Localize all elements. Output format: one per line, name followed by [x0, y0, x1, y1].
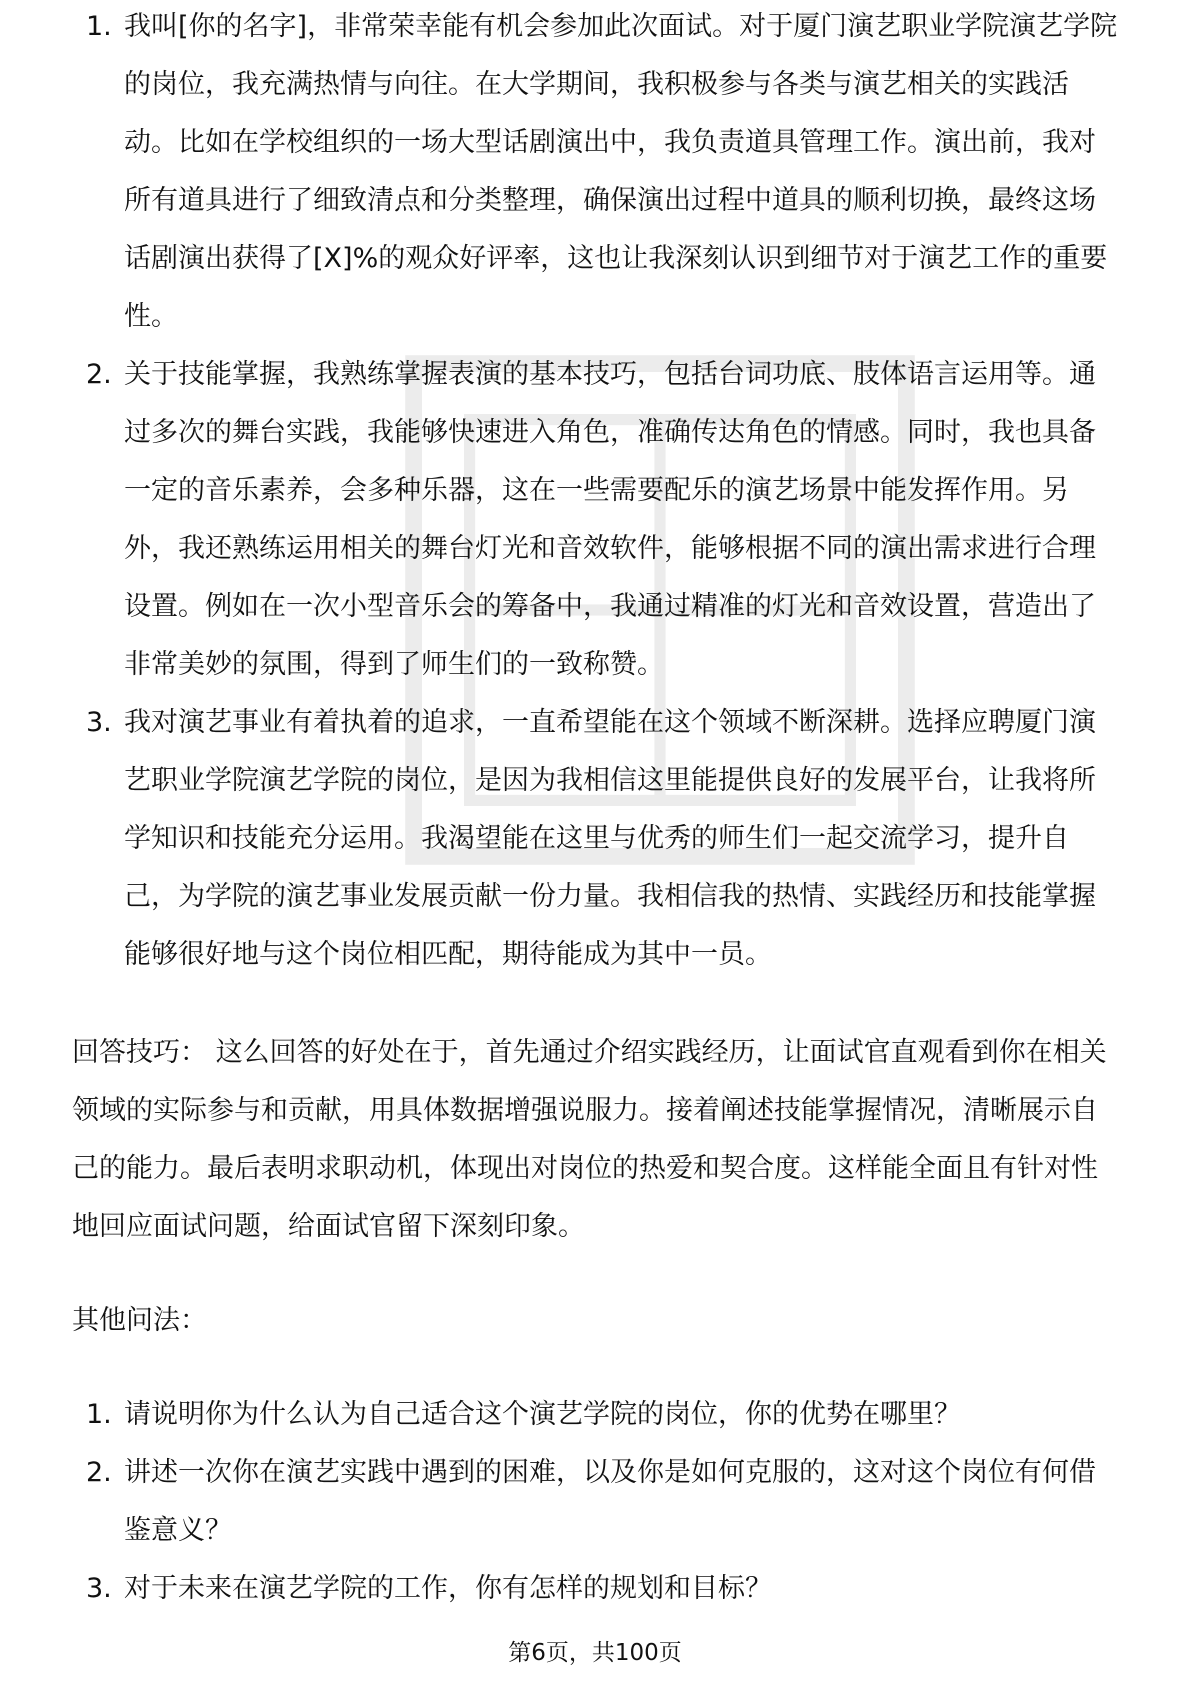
list-item-text: 请说明你为什么认为自己适合这个演艺学院的岗位，你的优势在哪里？ — [124, 1399, 961, 1430]
list-item-text: 关于技能掌握，我熟练掌握表演的基本技巧，包括台词功底、肢体语言运用等。通过多次的舞台实践，我能够快速进入角色，准确传达角色的情感。同时，我也具备一定的音乐素养，会多种乐器，这在一些需要配乐的演艺场景中能发挥作用。另外，我还熟练运用相关的舞台灯光和音效软件，能够根据不同的演出需求进行合理设置。例如在一次小型音乐会的筹备中，我通过精准的灯光和音效设置，营造出了非常美妙的氛围，得到了师生们的一致称赞。 — [124, 359, 1096, 680]
list-item-number: 2. — [86, 359, 112, 390]
list-item-text: 对于未来在演艺学院的工作，你有怎样的规划和目标？ — [124, 1573, 772, 1604]
list-item — [72, 1386, 1122, 1444]
answer-tip-paragraph: 回答技巧： 这么回答的好处在于，首先通过介绍实践经历，让面试官直观看到你在相关领域的实际参与和贡献，用具体数据增强说服力。接着阐述技能掌握情况，清晰展示自己的能力。最后表明求职动机，体现出对岗位的热爱和契合度。这样能全面且有针对性地回应面试问题，给面试官留下深刻印象。 — [72, 1037, 1107, 1242]
other-questions-heading: 其他问法： — [72, 1305, 207, 1336]
list-item — [72, 1444, 1122, 1560]
other-questions-list — [72, 1386, 1122, 1618]
list-item — [72, 346, 1122, 694]
answer-list — [72, 0, 1122, 984]
list-item-text: 我对演艺事业有着执着的追求，一直希望能在这个领域不断深耕。选择应聘厦门演艺职业学院演艺学院的岗位，是因为我相信这里能提供良好的发展平台，让我将所学知识和技能充分运用。我渴望能在这里与优秀的师生们一起交流学习，提升自己，为学院的演艺事业发展贡献一份力量。我相信我的热情、实践经历和技能掌握能够很好地与这个岗位相匹配，期待能成为其中一员。 — [124, 707, 1096, 970]
list-item-number: 2. — [86, 1457, 112, 1488]
list-item-text: 我叫[你的名字]，非常荣幸能有机会参加此次面试。对于厦门演艺职业学院演艺学院的岗位，我充满热情与向往。在大学期间，我积极参与各类与演艺相关的实践活动。比如在学校组织的一场大型话剧演出中，我负责道具管理工作。演出前，我对所有道具进行了细致清点和分类整理，确保演出过程中道具的顺利切换，最终这场话剧演出获得了[X]%的观众好评率，这也让我深刻认识到细节对于演艺工作的重要性。 — [124, 11, 1118, 332]
page-number-footer: 第6页，共100页 — [508, 1640, 682, 1666]
list-item-number: 1. — [86, 11, 112, 42]
list-item — [72, 0, 1122, 346]
content-area — [72, 11, 1122, 1618]
list-item — [72, 694, 1122, 984]
list-item-text: 讲述一次你在演艺实践中遇到的困难，以及你是如何克服的，这对这个岗位有何借鉴意义？ — [124, 1457, 1096, 1546]
list-item-number: 3. — [86, 1573, 112, 1604]
list-item-number: 3. — [86, 707, 112, 738]
list-item-number: 1. — [86, 1399, 112, 1430]
list-item — [72, 1560, 1122, 1618]
